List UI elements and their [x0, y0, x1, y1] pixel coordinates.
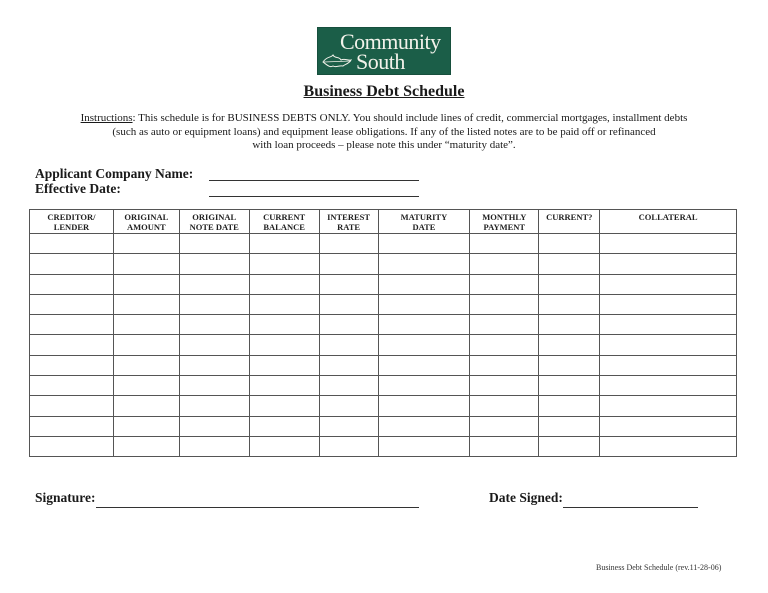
table-cell[interactable] [179, 234, 249, 254]
table-cell[interactable] [539, 294, 600, 314]
column-header-maturity-date: MATURITY DATE [378, 210, 470, 234]
table-cell[interactable] [179, 294, 249, 314]
instructions-label: Instructions [80, 112, 133, 124]
instructions-line-2: (such as auto or equipment loans) and equipment lease obligations. If any of the listed notes are to be paid off or refinanced [112, 125, 656, 138]
table-row [30, 234, 737, 254]
table-cell[interactable] [600, 254, 737, 274]
table-cell[interactable] [30, 274, 114, 294]
table-row [30, 335, 737, 355]
table-cell[interactable] [600, 315, 737, 335]
community-south-logo [317, 27, 451, 75]
table-cell[interactable] [30, 315, 114, 335]
table-cell[interactable] [600, 294, 737, 314]
table-cell[interactable] [378, 274, 470, 294]
table-cell[interactable] [30, 335, 114, 355]
instructions [40, 112, 728, 153]
table-cell[interactable] [30, 436, 114, 456]
table-cell[interactable] [470, 355, 539, 375]
column-header-interest-rate: INTEREST RATE [319, 210, 378, 234]
table-cell[interactable] [319, 416, 378, 436]
table-cell[interactable] [600, 355, 737, 375]
table-cell[interactable] [319, 335, 378, 355]
column-header-original-note-date: ORIGINAL NOTE DATE [179, 210, 249, 234]
instructions-text-1: : This schedule is for BUSINESS DEBTS ONLY. You should include lines of credit, commercial mortgages, installment debts [132, 112, 688, 124]
table-cell[interactable] [378, 436, 470, 456]
table-cell[interactable] [249, 376, 319, 396]
table-row [30, 315, 737, 335]
instructions-line-1 [40, 112, 728, 126]
table-cell[interactable] [470, 416, 539, 436]
table-cell[interactable] [600, 416, 737, 436]
table-cell[interactable] [470, 254, 539, 274]
table-cell[interactable] [30, 355, 114, 375]
table-cell[interactable] [600, 436, 737, 456]
table-cell[interactable] [113, 274, 179, 294]
signature-label: Signature: [35, 490, 96, 505]
table-row [30, 274, 737, 294]
table-cell[interactable] [539, 436, 600, 456]
table-cell[interactable] [113, 396, 179, 416]
table-cell[interactable] [539, 234, 600, 254]
table-cell[interactable] [113, 315, 179, 335]
table-cell[interactable] [249, 315, 319, 335]
table-cell[interactable] [470, 234, 539, 254]
table-cell[interactable] [539, 416, 600, 436]
table-row [30, 396, 737, 416]
table-cell[interactable] [113, 294, 179, 314]
table-cell[interactable] [179, 416, 249, 436]
column-header-current: CURRENT? [539, 210, 600, 234]
table-cell[interactable] [319, 396, 378, 416]
table-cell[interactable] [319, 376, 378, 396]
table-cell[interactable] [378, 234, 470, 254]
table-row [30, 436, 737, 456]
document-title-text: Business Debt Schedule [303, 83, 465, 100]
table-cell[interactable] [113, 376, 179, 396]
table-cell[interactable] [600, 274, 737, 294]
signature-field[interactable] [96, 507, 419, 508]
table-cell[interactable] [470, 436, 539, 456]
table-cell[interactable] [378, 254, 470, 274]
company-name-field[interactable] [209, 180, 419, 181]
column-header-creditor: CREDITOR/ LENDER [30, 210, 114, 234]
table-cell[interactable] [319, 355, 378, 375]
table-cell[interactable] [319, 436, 378, 456]
table-cell[interactable] [179, 396, 249, 416]
table-cell[interactable] [249, 254, 319, 274]
table-cell[interactable] [113, 355, 179, 375]
date-signed-field[interactable] [563, 507, 698, 508]
table-row [30, 376, 737, 396]
table-cell[interactable] [378, 335, 470, 355]
table-body [30, 234, 737, 457]
logo-text-south: South [356, 49, 405, 74]
column-header-current-balance: CURRENT BALANCE [249, 210, 319, 234]
table-cell[interactable] [179, 436, 249, 456]
table-cell[interactable] [179, 315, 249, 335]
table-cell[interactable] [378, 294, 470, 314]
effective-date-label: Effective Date: [35, 181, 121, 196]
table-cell[interactable] [539, 376, 600, 396]
table-cell[interactable] [470, 376, 539, 396]
date-signed-label: Date Signed: [489, 490, 563, 505]
table-cell[interactable] [249, 234, 319, 254]
table-cell[interactable] [30, 294, 114, 314]
table-cell[interactable] [378, 376, 470, 396]
table-cell[interactable] [600, 234, 737, 254]
table-cell[interactable] [600, 335, 737, 355]
table-cell[interactable] [179, 376, 249, 396]
table-cell[interactable] [539, 254, 600, 274]
table-cell[interactable] [249, 416, 319, 436]
table-cell[interactable] [319, 294, 378, 314]
table-cell[interactable] [113, 416, 179, 436]
table-cell[interactable] [113, 234, 179, 254]
table-cell[interactable] [30, 254, 114, 274]
table-row [30, 254, 737, 274]
table-cell[interactable] [30, 416, 114, 436]
table-cell[interactable] [378, 416, 470, 436]
table-cell[interactable] [179, 355, 249, 375]
oak-leaf-icon [321, 52, 355, 70]
table-cell[interactable] [539, 355, 600, 375]
table-cell[interactable] [539, 315, 600, 335]
company-name-label: Applicant Company Name: [35, 166, 194, 181]
table-cell[interactable] [249, 294, 319, 314]
column-header-original-amount: ORIGINAL AMOUNT [113, 210, 179, 234]
table-cell[interactable] [378, 315, 470, 335]
table-cell[interactable] [600, 396, 737, 416]
table-cell[interactable] [113, 254, 179, 274]
table-cell[interactable] [539, 274, 600, 294]
document-title [0, 83, 768, 101]
table-row [30, 355, 737, 375]
table-cell[interactable] [179, 335, 249, 355]
table-cell[interactable] [249, 355, 319, 375]
table-cell[interactable] [30, 396, 114, 416]
table-cell[interactable] [470, 335, 539, 355]
effective-date-field[interactable] [209, 196, 419, 197]
table-cell[interactable] [470, 274, 539, 294]
table-cell[interactable] [249, 396, 319, 416]
logo-text-community: Community [340, 29, 441, 54]
table-header-row [30, 210, 737, 234]
table-row [30, 294, 737, 314]
column-header-monthly-payment: MONTHLY PAYMENT [470, 210, 539, 234]
table-cell[interactable] [539, 396, 600, 416]
table-cell[interactable] [179, 274, 249, 294]
instructions-line-3: with loan proceeds – please note this under “maturity date”. [252, 139, 516, 151]
table-cell[interactable] [30, 234, 114, 254]
table-cell[interactable] [470, 396, 539, 416]
table-row [30, 416, 737, 436]
table-cell[interactable] [249, 335, 319, 355]
table-cell[interactable] [319, 315, 378, 335]
table-cell[interactable] [470, 294, 539, 314]
table-cell[interactable] [113, 335, 179, 355]
table-cell[interactable] [30, 376, 114, 396]
table-cell[interactable] [249, 274, 319, 294]
table-cell[interactable] [378, 396, 470, 416]
table-cell[interactable] [600, 376, 737, 396]
footer-revision: Business Debt Schedule (rev.11-28-06) [596, 563, 722, 572]
table-cell[interactable] [319, 234, 378, 254]
debt-schedule-table [29, 209, 737, 457]
table-cell[interactable] [319, 274, 378, 294]
table-cell[interactable] [539, 335, 600, 355]
table-cell[interactable] [249, 436, 319, 456]
table-cell[interactable] [470, 315, 539, 335]
table-cell[interactable] [319, 254, 378, 274]
table-cell[interactable] [113, 436, 179, 456]
column-header-collateral: COLLATERAL [600, 210, 737, 234]
table-cell[interactable] [179, 254, 249, 274]
table-cell[interactable] [378, 355, 470, 375]
